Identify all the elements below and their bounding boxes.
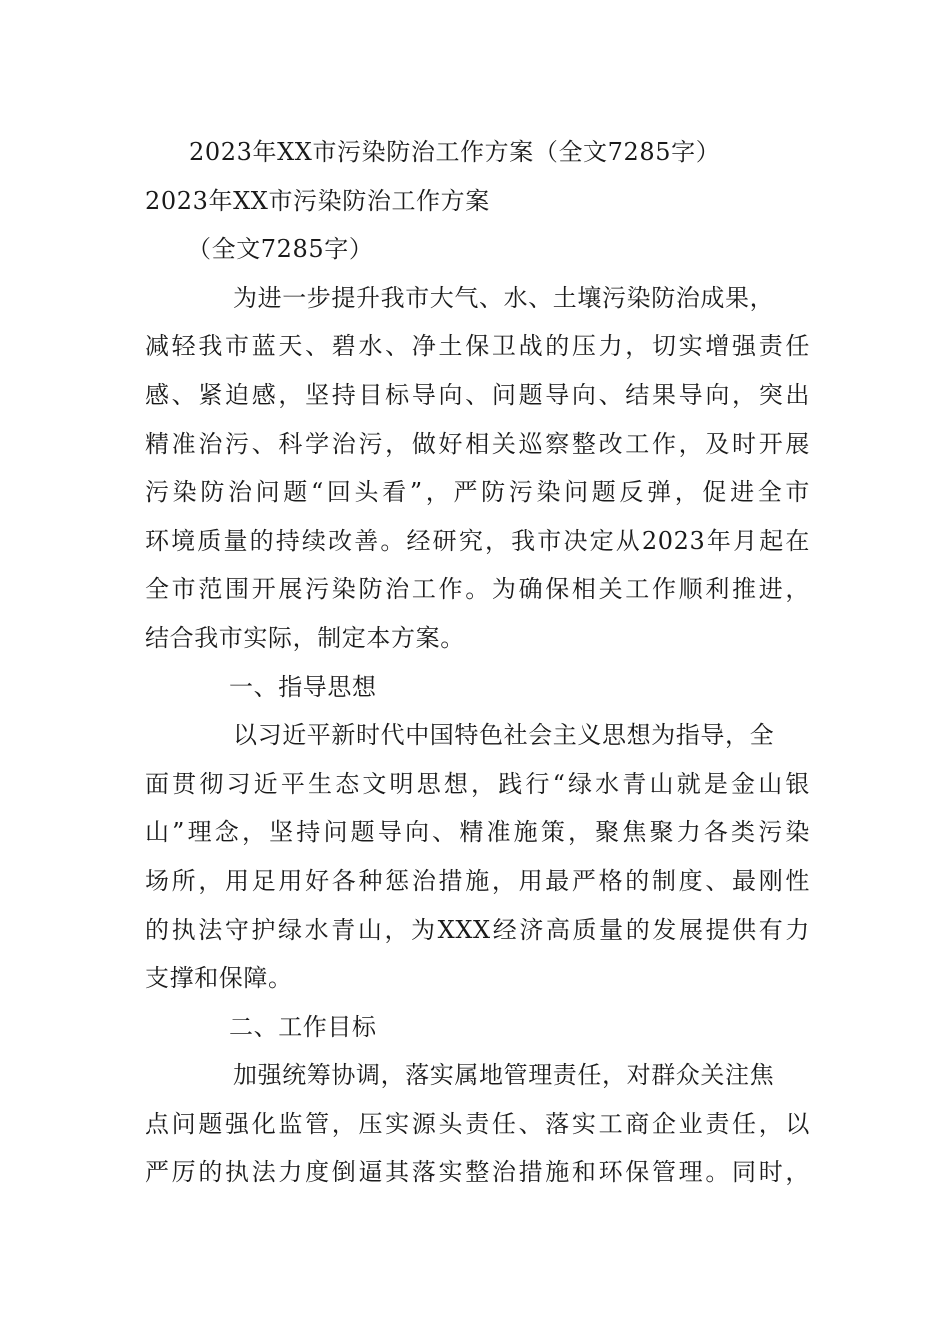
paragraph-line: 点问题强化监管，压实源头责任、落实工商企业责任，以: [145, 1109, 810, 1138]
section-heading-guiding-ideology: 一、指导思想: [229, 672, 377, 701]
paragraph-line: 减轻我市蓝天、碧水、净土保卫战的压力，切实增强责任: [145, 332, 810, 361]
paragraph-line: 精准治污、科学治污，做好相关巡察整改工作，及时开展: [145, 429, 810, 458]
paragraph-line: 为进一步提升我市大气、水、土壤污染防治成果，: [233, 283, 775, 312]
paragraph-line: 场所，用足用好各种惩治措施，用最严格的制度、最刚性: [145, 866, 810, 895]
paragraph-line: 山”理念，坚持问题导向、精准施策，聚焦聚力各类污染: [145, 818, 810, 847]
paragraph-line: 全市范围开展污染防治工作。为确保相关工作顺利推进，: [145, 575, 810, 604]
intro-paragraph: [145, 274, 810, 663]
document-body: [145, 128, 810, 1197]
word-count-note: （全文7285字）: [187, 235, 374, 264]
paragraph-line: 以习近平新时代中国特色社会主义思想为指导，全: [233, 721, 775, 750]
paragraph-line: 污染防治问题“回头看”，严防污染问题反弹，促进全市: [145, 478, 810, 507]
document-title: 2023年XX市污染防治工作方案（全文7285字）: [189, 138, 721, 166]
paragraph-line: 感、紧迫感，坚持目标导向、问题导向、结果导向，突出: [145, 380, 810, 409]
work-goals-paragraph: [145, 1051, 810, 1197]
section-heading-work-goals: 二、工作目标: [229, 1012, 377, 1041]
paragraph-line: 加强统筹协调，落实属地管理责任，对群众关注焦: [233, 1061, 775, 1090]
paragraph-line: 环境质量的持续改善。经研究，我市决定从2023年月起在: [145, 526, 810, 555]
paragraph-line: 的执法守护绿水青山，为XXX经济高质量的发展提供有力: [145, 915, 810, 944]
paragraph-line: 面贯彻习近平生态文明思想，践行“绿水青山就是金山银: [145, 769, 810, 798]
guiding-ideology-paragraph: [145, 711, 810, 1003]
paragraph-line: 结合我市实际，制定本方案。: [145, 623, 465, 652]
paragraph-line: 严厉的执法力度倒逼其落实整治措施和环保管理。同时，: [145, 1158, 810, 1187]
document-subtitle: 2023年XX市污染防治工作方案: [145, 186, 490, 215]
paragraph-line: 支撑和保障。: [145, 964, 293, 993]
